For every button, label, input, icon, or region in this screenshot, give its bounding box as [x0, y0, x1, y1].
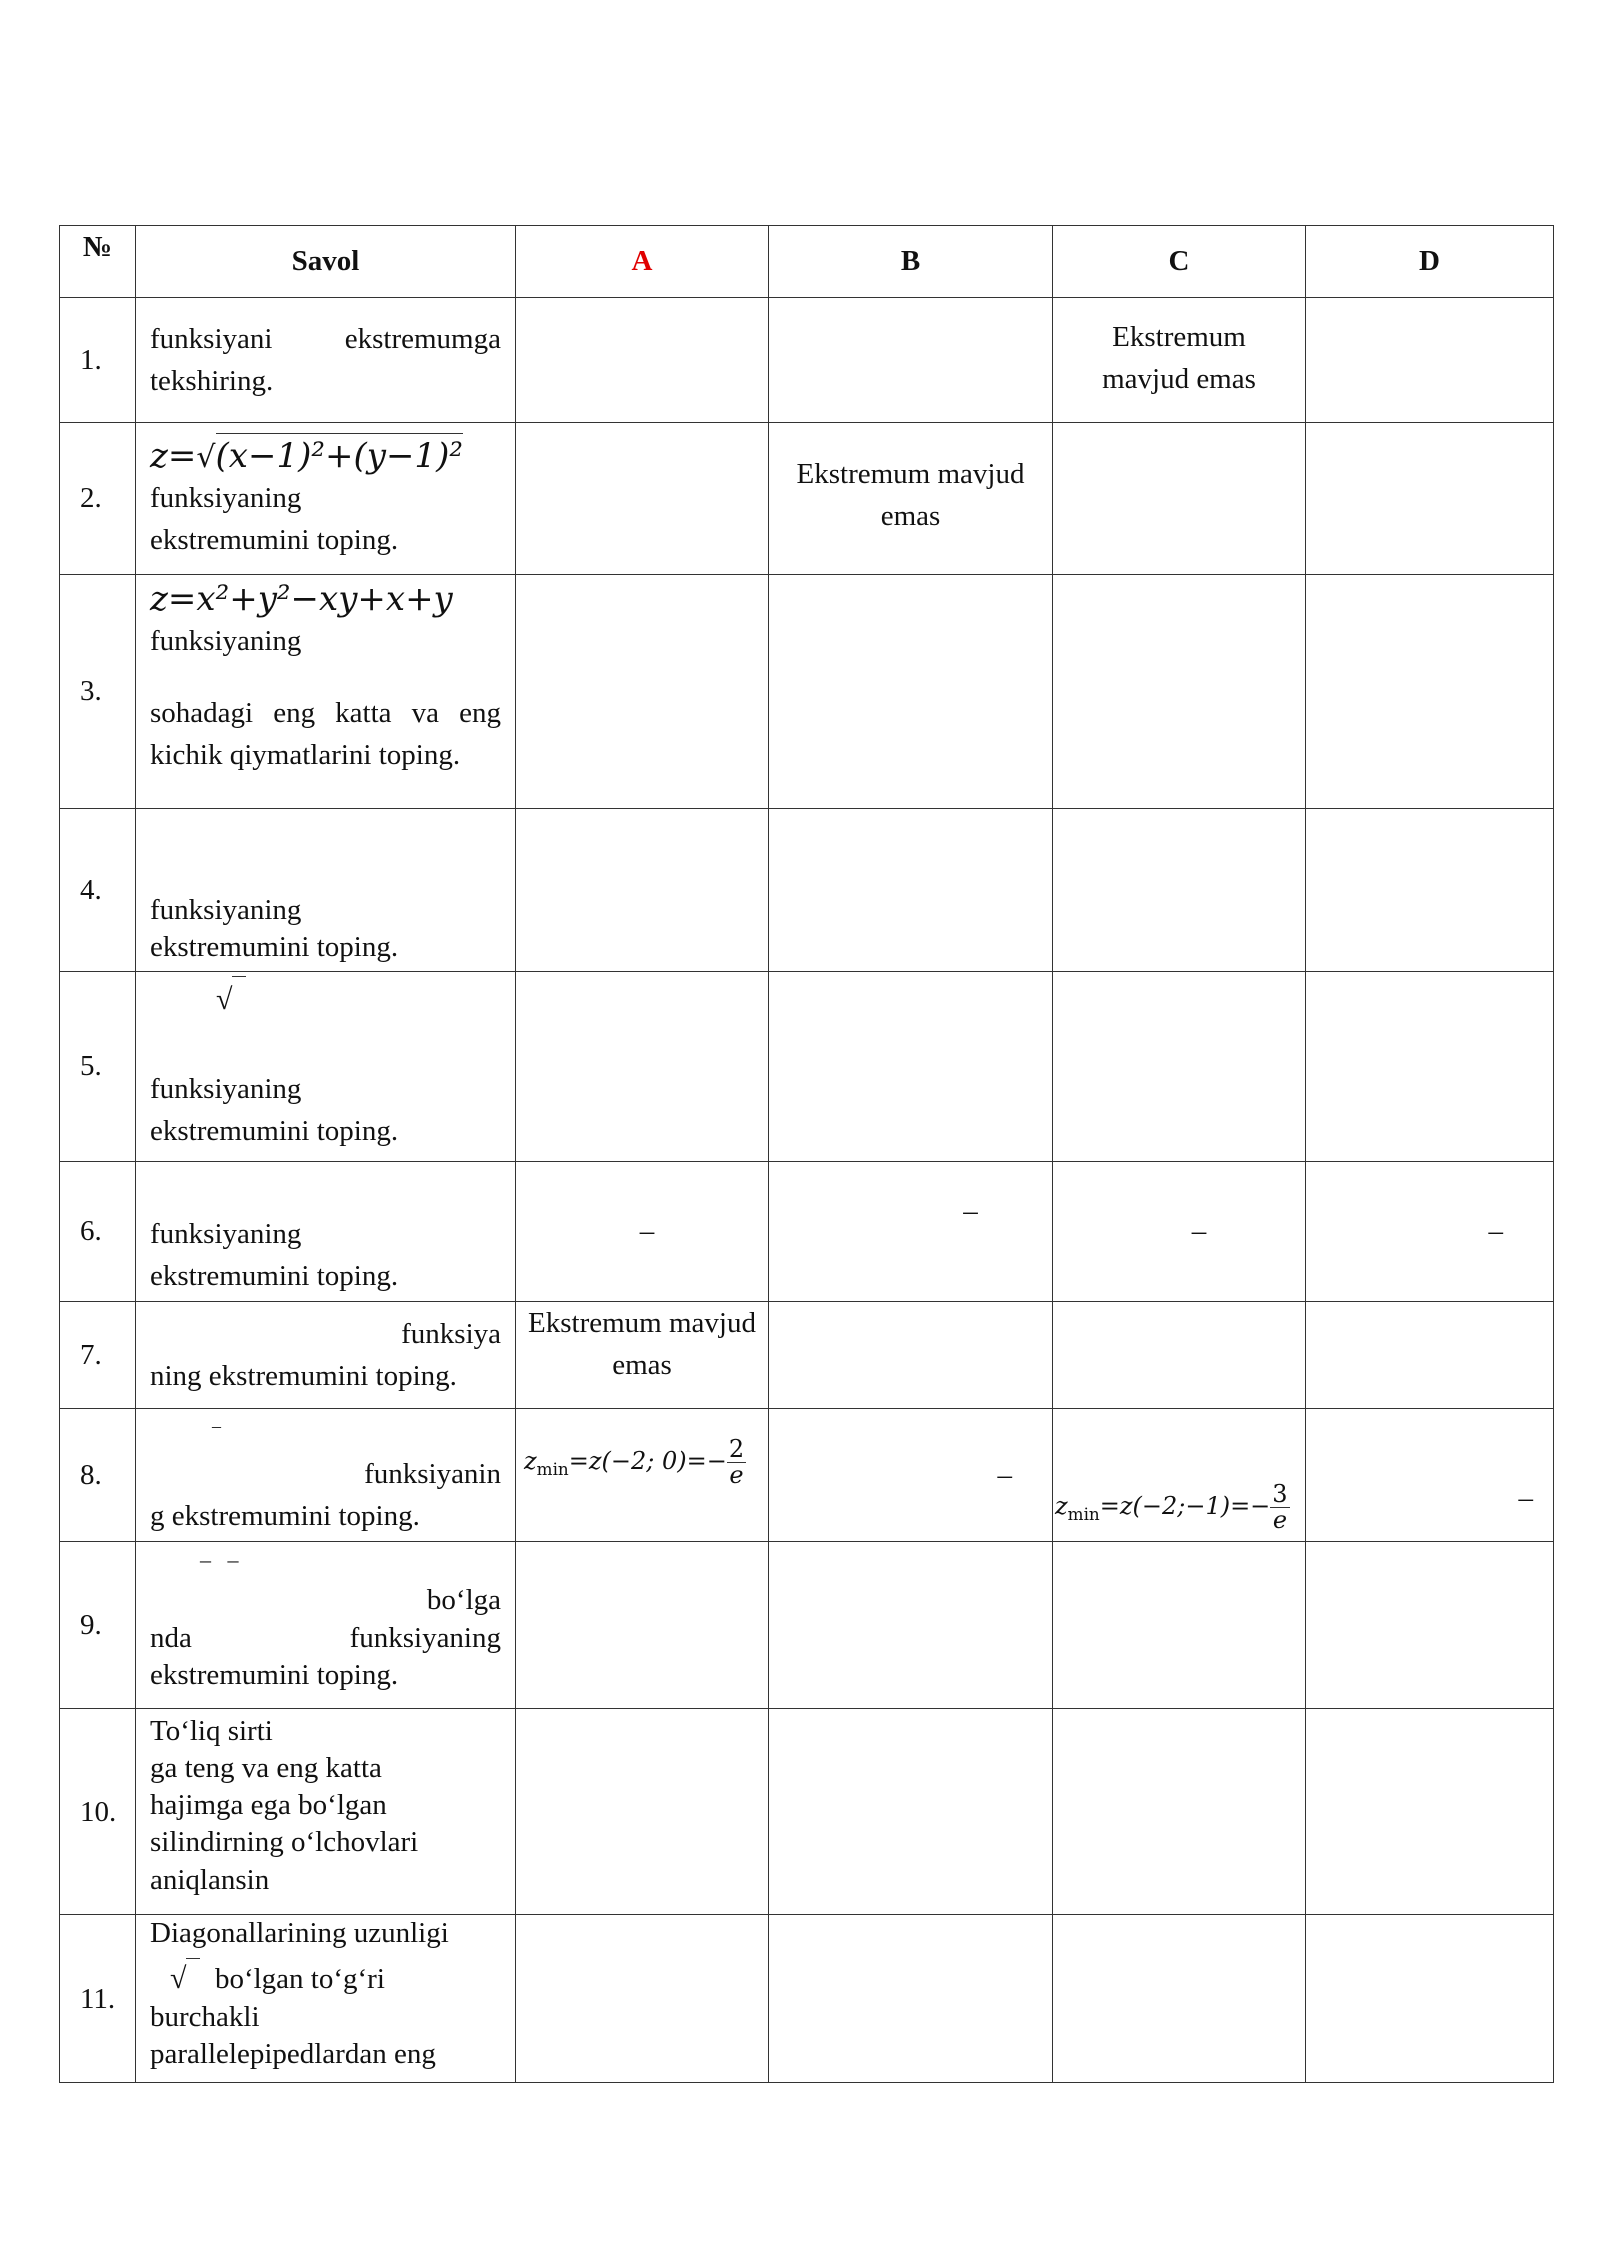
question-cell [136, 298, 516, 423]
question-text: funksiyaning [150, 624, 302, 657]
answer-c [1053, 809, 1306, 972]
question-text: funksiyaning [349, 1621, 501, 1654]
answer-d [1306, 1409, 1554, 1542]
answer-d [1306, 1542, 1554, 1709]
table-row [60, 1162, 1554, 1302]
answer-d [1306, 1162, 1554, 1302]
question-text: hajimga ega bo‘lgan [150, 1789, 387, 1822]
quiz-table [59, 225, 1554, 2083]
dash-symbol: – [639, 1215, 655, 1248]
header-row [60, 226, 1554, 298]
dash-symbol: – [212, 1416, 221, 1436]
header-question: Savol [136, 226, 516, 298]
question-cell [136, 1302, 516, 1409]
formula: $z_{min}=z(-2;-1)=-$ [1055, 1492, 1271, 1524]
answer-b [769, 809, 1053, 972]
formula [150, 436, 501, 477]
question-cell [136, 1709, 516, 1915]
answer-a [516, 423, 769, 575]
row-number: 4. [60, 809, 136, 972]
header-option-a: A [516, 226, 769, 298]
question-text: sohadagi eng katta va eng [150, 696, 501, 729]
question-text: funksiyaning [150, 893, 302, 926]
table-row [60, 1409, 1554, 1542]
answer-d [1306, 298, 1554, 423]
question-text: bo‘lga [426, 1584, 501, 1617]
answer-b [769, 1709, 1053, 1915]
question-text: ekstremumini toping. [150, 1259, 399, 1292]
answer-a [516, 809, 769, 972]
table-row [60, 575, 1554, 809]
answer-a [516, 1162, 769, 1302]
question-text: funksiyani ekstremumga [150, 322, 501, 355]
formula: – – [200, 1547, 239, 1573]
question-text: funksiyanin [364, 1458, 501, 1490]
row-number: 10. [60, 1709, 136, 1915]
table-row [60, 809, 1554, 972]
answer-a [516, 1709, 769, 1915]
question-text: g ekstremumini toping. [150, 1500, 420, 1533]
dash-symbol: – [963, 1195, 978, 1227]
answer-a: $z_{min}=z(-2$; 0)=− $\frac{2}{e}$ [516, 1409, 769, 1542]
question-text: funksiyaning [150, 1217, 302, 1250]
question-text: burchakli [150, 2000, 260, 2033]
answer-c: $z_{min}=z(-2;-1)=-$ $\frac{3}{e}$ [1053, 1409, 1306, 1542]
answer-a: Ekstremum mavjud emas [516, 1302, 769, 1409]
formula-left: z= [150, 436, 197, 477]
answer-d [1306, 809, 1554, 972]
answer-b [769, 1542, 1053, 1709]
answer-d [1306, 423, 1554, 575]
dash-symbol: – [1191, 1215, 1207, 1248]
question-text: silindirning o‘lchovlari [150, 1826, 419, 1859]
answer-d [1306, 575, 1554, 809]
answer-c [1053, 1709, 1306, 1915]
dash-symbol: – [997, 1459, 1012, 1492]
answer-b: Ekstremum mavjud emas [769, 423, 1053, 575]
answer-d [1306, 1302, 1554, 1409]
answer-b [769, 1915, 1053, 2083]
answer-c [1053, 423, 1306, 575]
header-number: № [60, 226, 136, 298]
answer-b [769, 575, 1053, 809]
row-number: 11. [60, 1915, 136, 2083]
sqrt-icon: √ [216, 983, 233, 1016]
question-cell [136, 972, 516, 1162]
answer-d [1306, 1915, 1554, 2083]
question-text: ekstremumini toping. [150, 1115, 399, 1148]
question-text: funksiyaning [150, 481, 302, 514]
question-text: ning ekstremumini toping. [150, 1360, 457, 1392]
question-text-line [150, 1620, 501, 1658]
question-text: ekstremumini toping. [150, 1659, 399, 1692]
question-text: ekstremumini toping. [150, 523, 399, 556]
answer-b [769, 298, 1053, 423]
row-number: 7. [60, 1302, 136, 1409]
question-cell [136, 1409, 516, 1542]
answer-b [769, 972, 1053, 1162]
answer-a [516, 298, 769, 423]
row-number: 1. [60, 298, 136, 423]
answer-a [516, 1915, 769, 2083]
question-cell [136, 1915, 516, 2083]
row-number: 5. [60, 972, 136, 1162]
row-number: 8. [60, 1409, 136, 1542]
header-option-c: C [1053, 226, 1306, 298]
table-row [60, 423, 1554, 575]
table-row [60, 1542, 1554, 1709]
question-cell [136, 809, 516, 972]
question-text: Diagonallarining uzunligi [150, 1917, 449, 1950]
row-number: 6. [60, 1162, 136, 1302]
header-option-b: B [769, 226, 1053, 298]
question-cell [136, 1542, 516, 1709]
row-number: 9. [60, 1542, 136, 1709]
table-row [60, 1302, 1554, 1409]
table-row [60, 972, 1554, 1162]
question-text: aniqlansin [150, 1863, 270, 1896]
answer-b [769, 1302, 1053, 1409]
formula: $z_{min}=z(-2$; 0)=− [524, 1447, 727, 1480]
question-text: tekshiring. [150, 365, 274, 397]
answer-c [1053, 1915, 1306, 2083]
table-row [60, 1915, 1554, 2083]
answer-d [1306, 1709, 1554, 1915]
dash-symbol: – [1488, 1215, 1503, 1248]
question-text: ga teng va eng katta [150, 1752, 382, 1785]
answer-a [516, 972, 769, 1162]
table-row [60, 298, 1554, 423]
question-text: funksiyaning [150, 1073, 302, 1105]
answer-c [1053, 972, 1306, 1162]
sqrt-symbol: √ [196, 440, 216, 476]
question-text: To‘liq sirti [150, 1715, 273, 1748]
question-text: ekstremumini toping. [150, 931, 399, 964]
answer-a [516, 1542, 769, 1709]
question-text: funksiya [401, 1317, 501, 1350]
question-text: bo‘lgan to‘g‘ri [214, 1963, 385, 1996]
formula: z=x²+y²−xy+x+y [150, 579, 453, 619]
question-text: kichik qiymatlarini toping. [150, 738, 461, 771]
row-number: 2. [60, 423, 136, 575]
answer-d [1306, 972, 1554, 1162]
row-number: 3. [60, 575, 136, 809]
dash-symbol: – [1518, 1482, 1533, 1515]
answer-b [769, 1162, 1053, 1302]
question-text: parallelepipedlardan eng [150, 2037, 436, 2070]
answer-b [769, 1409, 1053, 1542]
answer-c [1053, 1542, 1306, 1709]
table-row [60, 1709, 1554, 1915]
answer-a [516, 575, 769, 809]
question-cell [136, 575, 516, 809]
answer-c [1053, 1162, 1306, 1302]
question-cell [136, 1162, 516, 1302]
question-text: nda [150, 1621, 192, 1654]
answer-c [1053, 1302, 1306, 1409]
answer-c [1053, 575, 1306, 809]
answer-c: Ekstremum mavjud emas [1053, 298, 1306, 423]
sqrt-icon: √ [170, 1962, 187, 1996]
formula-radicand: (x−1)²+(y−1)² [216, 433, 463, 476]
header-option-d: D [1306, 226, 1554, 298]
question-cell [136, 423, 516, 575]
